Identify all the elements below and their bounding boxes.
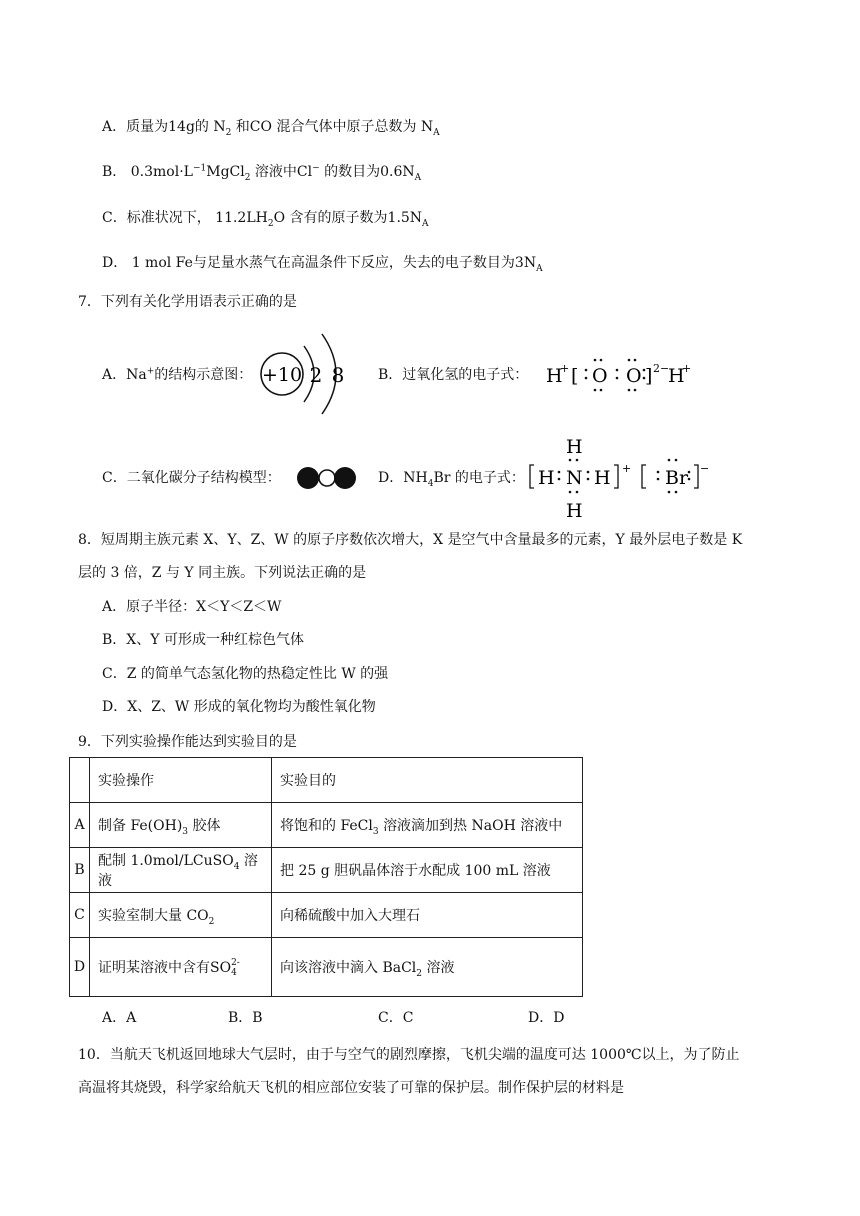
oxygen-atom-1: O	[592, 365, 608, 387]
hydrogen-peroxide-electron-formula	[544, 354, 690, 394]
table-row	[70, 938, 583, 997]
bromine-atom: Br	[665, 467, 689, 489]
q9-answer-d: D．D	[528, 1010, 565, 1026]
row-key: B	[70, 848, 90, 893]
row-key: C	[70, 893, 90, 938]
q7-option-c-label: C．二氧化碳分子结构模型：	[102, 470, 281, 486]
oxygen-ball-left	[297, 467, 319, 489]
nitrogen-atom: N	[566, 467, 583, 489]
q8-option-a: A．原子半径：X＜Y＜Z＜W	[102, 599, 282, 615]
bromide-charge: −	[700, 462, 710, 475]
q8-option-b: B．X、Y 可形成一种红棕色气体	[102, 632, 304, 648]
q7-option-d-label: D．$NH_4Br$ 的电子式：	[378, 470, 525, 489]
q6-option-d: D． 1 mol Fe与足量水蒸气在高温条件下反应，失去的电子数目为$3N_A$	[102, 255, 543, 274]
row-operation: 证明某溶液中含有SO 2- 4	[90, 938, 272, 997]
oxygen-ball-right	[334, 467, 356, 489]
q9-answer-a: A．A	[102, 1010, 137, 1026]
hydrogen-charge-left: +	[560, 362, 570, 375]
peroxide-charge: 2−	[653, 362, 670, 375]
table-header-purpose: 实验目的	[272, 758, 583, 803]
ammonium-bromide-electron-formula	[526, 432, 712, 520]
table-cell	[70, 758, 90, 803]
q8-option-c: C．Z 的简单气态氢化物的热稳定性比 W 的强	[102, 666, 389, 682]
nucleus-charge: +10	[261, 364, 303, 386]
q6-option-c: C．标准状况下， $11.2LH_2O$ 含有的原子数为$1.5N_A$	[102, 210, 429, 229]
carbon-ball	[319, 470, 335, 486]
q7-option-b-label: B．过氧化氢的电子式：	[378, 367, 529, 383]
row-operation: 制备 $Fe(OH)_3$ 胶体	[90, 803, 272, 848]
row-operation: 实验室制大量 $CO_2$	[90, 893, 272, 938]
oxygen-atom-2: O	[626, 365, 642, 387]
q8-stem-line1: 8．短周期主族元素 X、Y、Z、W 的原子序数依次增大，X 是空气中含量最多的元素，Y 最外层电子数是 K	[78, 532, 743, 548]
q7-option-a-label: A．Na+的结构示意图：	[102, 366, 253, 383]
experiment-table	[69, 757, 583, 997]
hydrogen-left: H	[538, 467, 555, 489]
q9-stem: 9．下列实验操作能达到实验目的是	[78, 734, 297, 750]
table-row	[70, 848, 583, 893]
row-purpose: 把 25 g 胆矾晶体溶于水配成 100 mL 溶液	[272, 848, 583, 893]
hydrogen-charge-right: +	[682, 362, 692, 375]
q6-option-a: A．质量为14g的 $N_2$ 和CO 混合气体中原子总数为 $N_A$	[102, 119, 440, 138]
table-row	[70, 803, 583, 848]
table-header-operation: 实验操作	[90, 758, 272, 803]
hydrogen-atom-left: H	[546, 365, 563, 387]
row-key: D	[70, 938, 90, 997]
q8-stem-line2: 层的 3 倍，Z 与 Y 同主族。下列说法正确的是	[78, 565, 367, 581]
bracket-close: ]	[645, 365, 653, 387]
hydrogen-bottom: H	[566, 500, 583, 522]
row-key: A	[70, 803, 90, 848]
hydrogen-right: H	[594, 467, 611, 489]
ammonium-charge: +	[622, 462, 632, 475]
q10-stem-line2: 高温将其烧毁，科学家给航天飞机的相应部位安装了可靠的保护层。制作保护层的材料是	[78, 1080, 624, 1096]
q7-stem: 7．下列有关化学用语表示正确的是	[78, 294, 297, 310]
outer-shell-electrons: 8	[331, 363, 345, 387]
carbon-dioxide-model	[296, 465, 358, 491]
q9-answer-c: C．C	[378, 1010, 414, 1026]
row-operation: 配制 1.0mol/LCuSO$_4$ 溶液	[90, 848, 272, 893]
q6-option-b: B． $0.3mol\cdot L^{-1}MgCl_2$ 溶液中Cl− 的数目为$0.6N_A$	[102, 163, 422, 183]
table-header-row	[70, 758, 583, 803]
q10-stem-line1: 10．当航天飞机返回地球大气层时，由于与空气的剧烈摩擦，飞机尖端的温度可达 1000℃以上，为了防止	[78, 1047, 740, 1063]
hydrogen-top: H	[566, 436, 583, 458]
q8-option-d: D．X、Z、W 形成的氧化物均为酸性氧化物	[102, 699, 376, 715]
q9-answer-b: B．B	[228, 1010, 263, 1026]
row-purpose: 向该溶液中滴入 BaCl$_2$ 溶液	[272, 938, 583, 997]
inner-shell-electrons: 2	[309, 363, 323, 387]
row-purpose: 向稀硫酸中加入大理石	[272, 893, 583, 938]
sodium-ion-structure-diagram	[256, 326, 352, 422]
table-row	[70, 893, 583, 938]
hydrogen-atom-right: H	[668, 365, 685, 387]
row-purpose: 将饱和的 FeCl$_3$ 溶液滴加到热 NaOH 溶液中	[272, 803, 583, 848]
bracket-open: [	[571, 365, 579, 387]
